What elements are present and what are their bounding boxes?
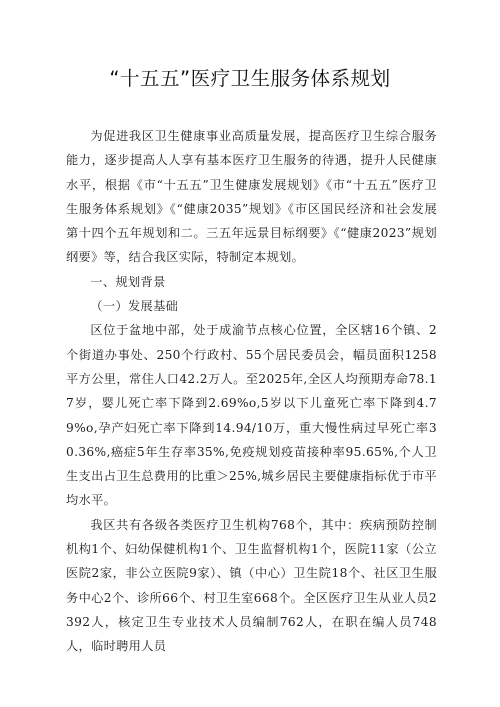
medical-institutions-paragraph: 我区共有各级各类医疗卫生机构768个，其中：疾病预防控制机构1个、妇幼保健机构1个、卫生监督机构1个，医院11家（公立医院2家，非公立医院9家）、镇（中心）卫生院18个、社区卫生服务中心2个、诊所66个、村卫生室668个。全区医疗卫生从业人员2392人，核定卫生专业技术人员编制762人，在职在编人员748人，临时聘用人员	[66, 517, 437, 654]
section-heading-background: 一、规划背景	[90, 274, 166, 289]
subsection-heading-foundation: （一）发展基础	[90, 299, 179, 314]
document-title: “十五五”医疗卫生服务体系规划	[109, 67, 391, 90]
intro-paragraph: 为促进我区卫生健康事业高质量发展，提高医疗卫生综合服务能力，逐步提高人人享有基本医疗卫生服务的待遇，提升人民健康水平，根据《市“十五五”卫生健康发展规划》《市“十五五”医疗卫生服务体系规划》《“健康2035”规划》《市区国民经济和社会发展第十四个五年规划和二。三五年远景目标纲要》《“健康2023”规划纲要》等，结合我区实际，特制定本规划。	[66, 129, 437, 265]
document-body	[66, 124, 437, 659]
region-overview-paragraph: 区位于盆地中部，处于成渝节点核心位置，全区辖16个镇、2个街道办事处、250个行政村、55个居民委员会，幅员面积1258平方公里，常住人口42.2万人。至2025年,全区人均预期寿命78.17岁，婴儿死亡率下降到2.69%o,5岁以下儿童死亡率下降到4.79%o,孕产妇死亡率下降到14.94/10万，重大慢性病过早死亡率30.36%,癌症5年生存率35%,免疫规划疫苗接种率95.65%,个人卫生支出占卫生总费用的比重＞25%,城乡居民主要健康指标优于市平均水平。	[66, 323, 437, 508]
